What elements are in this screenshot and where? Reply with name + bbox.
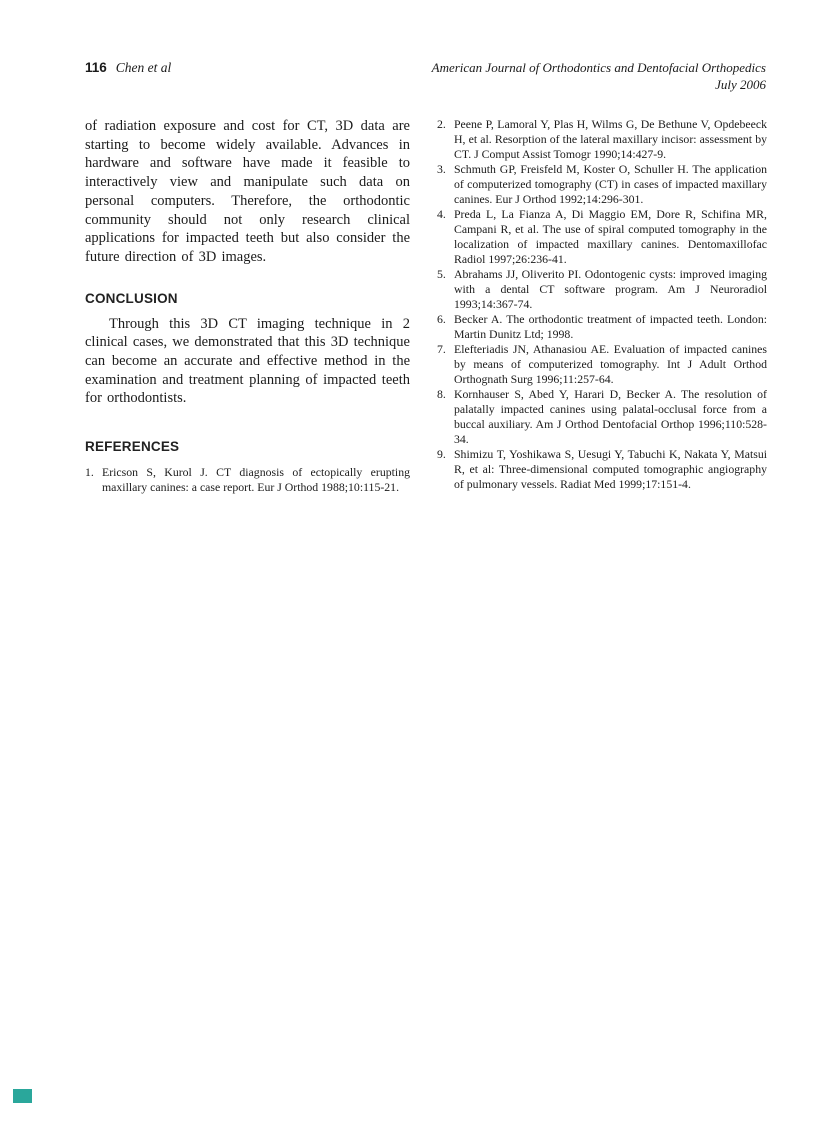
reference-item bbox=[437, 312, 767, 342]
reference-text: Abrahams JJ, Oliverito PI. Odontogenic cysts: improved imaging with a dental CT software program. Am J Neuroradiol 1993;14:367-74. bbox=[454, 267, 767, 311]
running-header-left bbox=[85, 60, 171, 76]
reference-number: 7. bbox=[437, 342, 446, 356]
conclusion-paragraph: Through this 3D CT imaging technique in 2 clinical cases, we demonstrated that this 3D technique can become an accurate and effective method in the examination and treatment planning of impacted teeth for orthodontists. bbox=[85, 315, 410, 407]
reference-list-right bbox=[437, 117, 767, 492]
reference-number: 3. bbox=[437, 162, 446, 176]
left-column bbox=[85, 117, 410, 495]
reference-number: 1. bbox=[85, 465, 94, 480]
running-header-right bbox=[432, 60, 766, 93]
article-body bbox=[85, 117, 767, 495]
reference-item bbox=[437, 162, 767, 207]
issue-date: July 2006 bbox=[715, 76, 766, 92]
reference-list-left bbox=[85, 465, 410, 495]
reference-item bbox=[437, 207, 767, 267]
page-number: 116 bbox=[85, 60, 107, 75]
reference-item bbox=[437, 447, 767, 492]
reference-number: 8. bbox=[437, 387, 446, 401]
reference-number: 4. bbox=[437, 207, 446, 221]
reference-text: Elefteriadis JN, Athanasiou AE. Evaluation of impacted canines by means of computerized tomography. Int J Adult Orthod Orthognath Surg 1996;11:257-64. bbox=[454, 342, 767, 386]
reference-text: Peene P, Lamoral Y, Plas H, Wilms G, De Bethune V, Opdebeeck H, et al. Resorption of the lateral maxillary incisor: assessment by CT. J Comput Assist Tomogr 1990;14:427-9. bbox=[454, 117, 767, 161]
conclusion-heading: CONCLUSION bbox=[85, 290, 178, 306]
reference-item bbox=[437, 117, 767, 162]
reference-item bbox=[437, 342, 767, 387]
intro-paragraph: of radiation exposure and cost for CT, 3D data are starting to become widely available. Advances in hardware and software have made it feasible to interactively view and manipulate such data on personal computers. Therefore, the orthodontic community should not only research clinical applications for impacted teeth but also consider the future direction of 3D images. bbox=[85, 118, 410, 265]
reference-text: Kornhauser S, Abed Y, Harari D, Becker A. The resolution of palatally impacted canines using palatal-occlusal force from a buccal auxiliary. Am J Orthod Dentofacial Orthop 1996;110:528-34. bbox=[454, 387, 767, 446]
reference-number: 5. bbox=[437, 267, 446, 281]
reference-text: Shimizu T, Yoshikawa S, Uesugi Y, Tabuchi K, Nakata Y, Matsui R, et al: Three-dimensional computed tomographic angiography of pulmonary vessels. Radiat Med 1999;17:151-4. bbox=[454, 447, 767, 491]
reference-number: 2. bbox=[437, 117, 446, 131]
right-column bbox=[437, 117, 767, 495]
reference-text: Preda L, La Fianza A, Di Maggio EM, Dore R, Schifina MR, Campani R, et al. The use of spiral computed tomography in the localization of impacted maxillary canines. Dentomaxillofac Radiol 1997;26:236-41. bbox=[454, 207, 767, 266]
running-header bbox=[85, 60, 766, 93]
reference-item bbox=[437, 387, 767, 447]
journal-title: American Journal of Orthodontics and Dentofacial Orthopedics bbox=[431, 60, 766, 75]
reference-number: 6. bbox=[437, 312, 446, 326]
reference-text: Schmuth GP, Freisfeld M, Koster O, Schuller H. The application of computerized tomography (CT) in cases of impacted maxillary canines. Eur J Orthod 1992;14:296-301. bbox=[454, 162, 767, 206]
reference-number: 9. bbox=[437, 447, 446, 461]
references-heading: REFERENCES bbox=[85, 439, 180, 455]
reference-text: Ericson S, Kurol J. CT diagnosis of ectopically erupting maxillary canines: a case report. Eur J Orthod 1988;10:115-21. bbox=[102, 465, 410, 495]
corner-mark bbox=[13, 1089, 32, 1103]
reference-item bbox=[85, 465, 410, 495]
reference-text: Becker A. The orthodontic treatment of impacted teeth. London: Martin Dunitz Ltd; 1998. bbox=[454, 312, 767, 341]
reference-item bbox=[437, 267, 767, 312]
running-authors: Chen et al bbox=[115, 60, 172, 75]
